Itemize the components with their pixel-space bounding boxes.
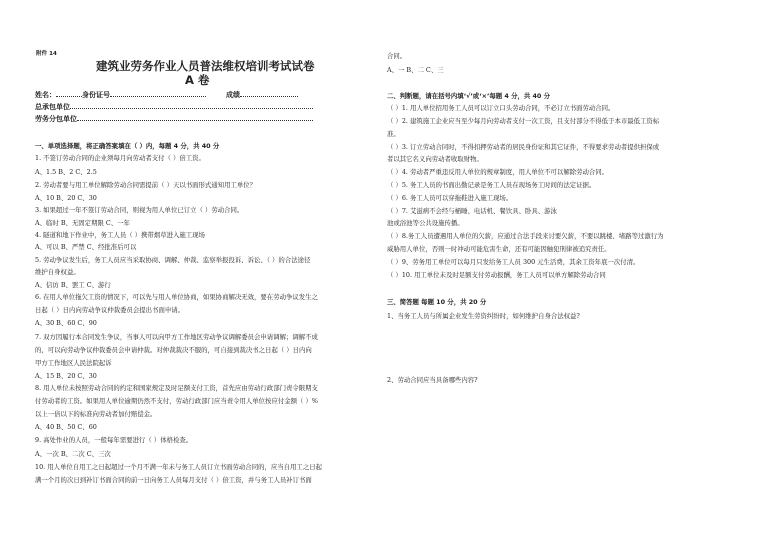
right-line: 合同。: [387, 52, 407, 60]
section2-title: 二、判断题，请在括号内填‘√’或‘×’每题 4 分，共 40 分: [387, 92, 550, 100]
name-label: 姓名：: [35, 91, 56, 99]
left-line: 的，可以向劳动争议仲裁委员会申请仲裁。对仲裁裁决不服的，可自接到裁决书之日起（ ）日内向: [35, 346, 312, 354]
left-line: 5. 劳动争议发生后，务工人员应当采取协商、调解、仲裁、监察举报投诉、诉讼、（ ）的合法途径: [35, 256, 311, 264]
left-line: 10. 用人单位自用工之日起超过一个月不满一年未与务工人员订立书面劳动合同的，应当自用工之日起: [35, 463, 322, 471]
left-line: 1. 不签订劳动合同的企业须每月向劳动者支付（ ）倍工资。: [35, 154, 205, 162]
header-row-3: [35, 114, 313, 123]
left-line: A、一次 B、二次 C、三次: [35, 450, 111, 458]
short-question-2: 2、劳动合同应当具备哪些内容?: [387, 376, 478, 384]
tf-line: （ ）2. 建筑施工企业应当至少每月向劳动者支付一次工资，且支付部分不得低于本市最低工资标: [387, 117, 660, 125]
left-line: 8. 用人单位未按照劳动合同的约定和国家规定及时足额支付工资，首先应由劳动行政部门责令限期支: [35, 384, 318, 392]
score-field[interactable]: [240, 90, 298, 97]
left-line: 满一个月的次日到补订书面合同的前一日向务工人员每月支付（ ）倍工资，并与务工人员补订书面: [35, 476, 312, 484]
tf-line: 威胁用人单位，否则一时冲动可能危害生命，还有可能因触犯刑律被追究责任。: [387, 245, 611, 253]
tf-line: （ ）10. 用工单位未及时足额支付劳动报酬，务工人员可以单方解除劳动合同: [387, 271, 606, 279]
left-line: 维护自身权益。: [35, 268, 80, 276]
name-field[interactable]: [56, 90, 82, 97]
left-line: 2. 劳动者要与用工单位解除劳动合同需提前（ ）天以书面形式通知用工单位？: [35, 181, 257, 189]
section1-title: 一、单项选择题，将正确答案填在（ ）内，每题 4 分，共 40 分: [35, 142, 220, 150]
id-label: 身份证号: [82, 91, 110, 99]
tf-line: （ ）3. 订立劳动合同时，不得扣押劳动者的居民身份证和其它证件，不得要求劳动者提供担保或: [387, 143, 660, 151]
left-line: A、30 B、60 C、90: [35, 319, 97, 327]
left-line: A、信访 B、罢工 C、游行: [35, 281, 111, 289]
tf-line: 者以其它名义向劳动者收取财物。: [387, 155, 483, 163]
left-line: 付劳动者的工资。如果用人单位逾期仍然不支付，劳动行政部门应当责令用人单位按应付金额（ ）%: [35, 397, 318, 405]
tf-line: （ ）4. 劳动者严重违反用人单位的规章制度，用人单位不可以解除劳动合同。: [387, 168, 609, 176]
left-line: 3. 如果超过一年不签订劳动合同，则视为用人单位已订立（ ）劳动合同。: [35, 206, 244, 214]
subcontractor-label: 劳务分包单位: [35, 115, 77, 123]
tf-line: （ ）6. 务工人员可以穿拖鞋进入施工现场。: [387, 194, 513, 202]
left-line: A、可以 B、严禁 C、经批准后可以: [35, 243, 137, 251]
tf-line: （ ）5. 务工人员的书面出勤记录是务工人员在现场务工时间的法定证据。: [387, 181, 596, 189]
left-line: 日起（ ）日内向劳动争议仲裁委员会提出书面申请。: [35, 306, 185, 314]
left-line: 9. 高处作业的人员，一般每年需要进行（ ）体格检查。: [35, 436, 193, 444]
tf-line: （ ）1. 用人单位招用务工人员可以订立口头劳动合同，不必订立书面劳动合同。: [387, 104, 615, 112]
contractor-field[interactable]: [70, 102, 313, 109]
left-line: 甲方工作地区人民法院起诉: [35, 359, 112, 367]
left-line: 6. 在用人单位拖欠工资的情况下，可以先与用人单位协商，如果协商解决无效，要在劳动争议发生之: [35, 293, 318, 301]
left-line: A、15 B、20 C、30: [35, 372, 97, 380]
left-line: A、临时 B、无固定期限 C、一年: [35, 219, 130, 227]
attachment-label: 附件 14: [36, 51, 57, 57]
left-line: 7. 双方因履行本合同发生争议，当事人可以向甲方工作地区劳动争议调解委员会申请调解；调解不成: [35, 333, 318, 341]
tf-line: 准。: [387, 130, 400, 138]
short-question-1: 1、当务工人员与所属企业发生劳资纠纷时，如何维护自身合法权益?: [387, 312, 580, 320]
tf-line: （ ）9、劳务用工单位可以每月只发给务工人员 300 元生活费，其余工资年底一次付清。: [387, 258, 640, 266]
left-line: 4. 隧道和地下作业中，务工人员（ ）携带烟草进入施工现场: [35, 231, 205, 239]
left-line: 以上一倍以下的标准向劳动者加付赔偿金。: [35, 410, 157, 418]
tf-line: （ ）8.务工人员遭遇用人单位的欠薪，应通过合法手段来讨要欠薪，不要以跳楼、堵路等过激行为: [387, 232, 664, 240]
contractor-label: 总承包单位: [35, 103, 70, 111]
subcontractor-field[interactable]: [77, 114, 313, 121]
tf-line: （ ）7. 艾滋病不会经与桶睡、电话机、餐饮具、卧具、游泳: [387, 207, 557, 215]
right-line: A、一 B、二 C、三: [387, 66, 444, 74]
id-number-field[interactable]: [110, 90, 206, 97]
tf-line: 池或浴池等公共设施传播。: [387, 219, 464, 227]
section3-title: 三、简答题 每题 10 分，共 20 分: [387, 298, 487, 306]
score-label: 成绩: [226, 91, 240, 99]
exam-subtitle: A 卷: [185, 73, 210, 87]
exam-title: 建筑业劳务作业人员普法维权培训考试试卷: [96, 59, 315, 73]
header-row-2: [35, 102, 313, 111]
left-line: A、40 B、50 C、60: [35, 423, 97, 431]
left-line: A、10 B、20 C、30: [35, 194, 97, 202]
header-row-1: [35, 90, 298, 99]
left-line: A、1.5 B、2 C、2.5: [35, 168, 97, 176]
